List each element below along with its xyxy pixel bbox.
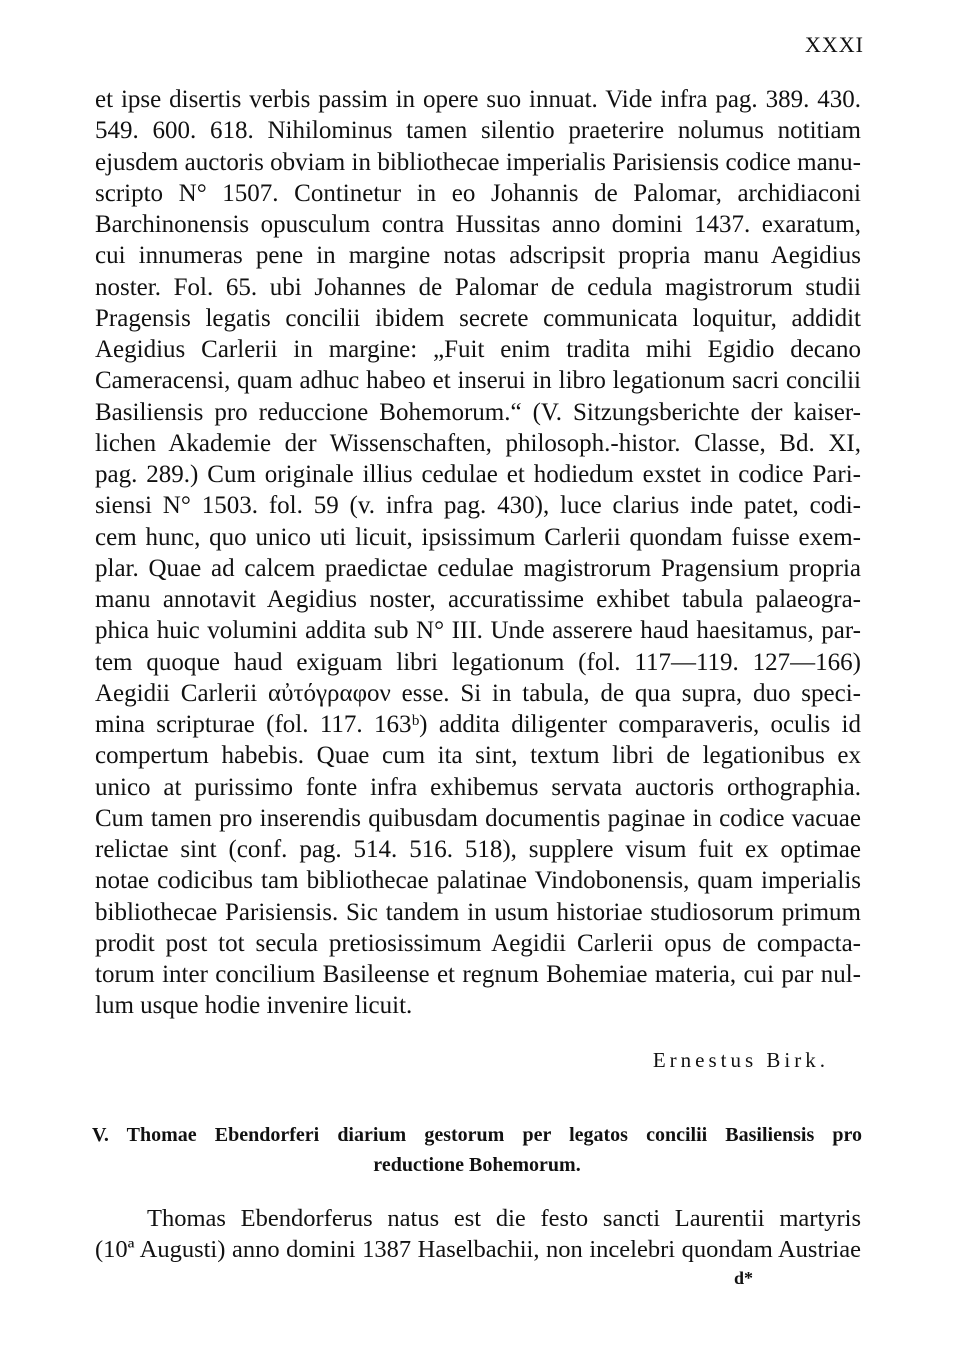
text-line: et ipse disertis verbis passim in opere suo innuat. Vide infra pag. 389. 430. — [95, 86, 861, 113]
text-line: relictae sint (conf. pag. 514. 516. 518), supplere visum fuit ex optimae — [95, 836, 861, 863]
text-line: notae codicibus tam bibliothecae palatinae Vindobonensis, quam imperialis — [95, 867, 861, 895]
text-line: manu annotavit Aegidius noster, accuratissime exhibet tabula palaeogra- — [95, 586, 861, 613]
section-heading-line: reductione Bohemorum. — [373, 1154, 581, 1176]
text-line: Barchinonensis opusculum contra Hussitas anno domini 1437. exaratum, — [95, 211, 861, 238]
text-line: ejusdem auctoris obviam in bibliothecae imperialis Parisiensis codice manu- — [95, 148, 861, 176]
text-line: compertum habebis. Quae cum ita sint, textum libri de legationibus ex — [95, 742, 861, 770]
text-line: (10ª Augusti) anno domini 1387 Haselbachii, non incelebri quondam Austriae — [95, 1236, 861, 1264]
text-line: bibliothecae Parisiensis. Sic tandem in usum historiae studiosorum primum — [95, 898, 861, 926]
text-line: torum inter concilium Basileense et regnum Bohemiae materia, cui par nul- — [95, 961, 861, 988]
text-line: unico at purissimo fonte infra exhibemus servata auctoris orthographia. — [95, 773, 861, 801]
text-line: Pragensis legatis concilii ibidem secrete communicata loquitur, addidit — [95, 304, 861, 332]
text-line: noster. Fol. 65. ubi Johannes de Palomar de cedula magistrorum studii — [95, 273, 861, 301]
text-line: cem hunc, quo unico uti licuit, ipsissimum Carlerii quondam fuisse exem- — [95, 523, 861, 551]
text-line: lum usque hodie invenire licuit. — [95, 992, 413, 1020]
section-heading — [92, 1120, 862, 1180]
signature-mark: d* — [734, 1268, 754, 1288]
section-heading-line: V. Thomae Ebendorferi diarium gestorum per legatos concilii Basiliensis pro — [92, 1124, 862, 1146]
text-line: Cameracensi, quam adhuc habeo et inserui in libro legationum sacri concilii — [95, 367, 861, 395]
text-line: pag. 289.) Cum originale illius cedulae et hodiedum exstet in codice Pari- — [95, 461, 861, 488]
main-text — [95, 84, 861, 1022]
text-line: tem quoque haud exiguam libri legationum (fol. 117—119. 127—166) — [95, 648, 861, 676]
text-line: Aegidius Carlerii in margine: „Fuit enim tradita mihi Egidio decano — [95, 336, 861, 363]
text-line: 549. 600. 618. Nihilominus tamen silentio praeterire nolumus notitiam — [95, 117, 861, 145]
section-intro — [95, 1203, 861, 1266]
author-signature: Ernestus Birk. — [652, 1048, 829, 1072]
text-line: phica huic volumini addita sub N° III. Unde asserere haud haesitamus, par- — [95, 617, 861, 645]
text-line: prodit post tot secula pretiosissimum Aegidii Carlerii opus de compacta- — [95, 929, 861, 957]
text-line: Cum tamen pro inserendis quibusdam documentis paginae in codice vacuae — [95, 804, 861, 832]
text-line: cui innumeras pene in margine notas adscripsit propria manu Aegidius — [95, 242, 861, 270]
text-line: plar. Quae ad calcem praedictae cedulae magistrorum Pragensium propria — [95, 554, 861, 582]
text-line: Thomas Ebendorferus natus est die festo sancti Laurentii martyris — [147, 1205, 861, 1232]
page-number: XXXI — [805, 32, 864, 57]
text-line: scripto N° 1507. Continetur in eo Johannis de Palomar, archidiaconi — [95, 179, 861, 207]
text-line: lichen Akademie der Wissenschaften, philosoph.-histor. Classe, Bd. XI, — [95, 429, 861, 457]
text-line: siensi N° 1503. fol. 59 (v. infra pag. 430), luce clarius inde patet, codi- — [95, 492, 861, 520]
text-line: mina scripturae (fol. 117. 163ᵇ) addita diligenter comparaveris, oculis id — [95, 711, 861, 738]
text-line: Aegidii Carlerii αὐτόγραφον esse. Si in tabula, de qua supra, duo speci- — [95, 679, 861, 707]
text-line: Basiliensis pro reduccione Bohemorum.“ (V. Sitzungsberichte der kaiser- — [95, 398, 861, 426]
